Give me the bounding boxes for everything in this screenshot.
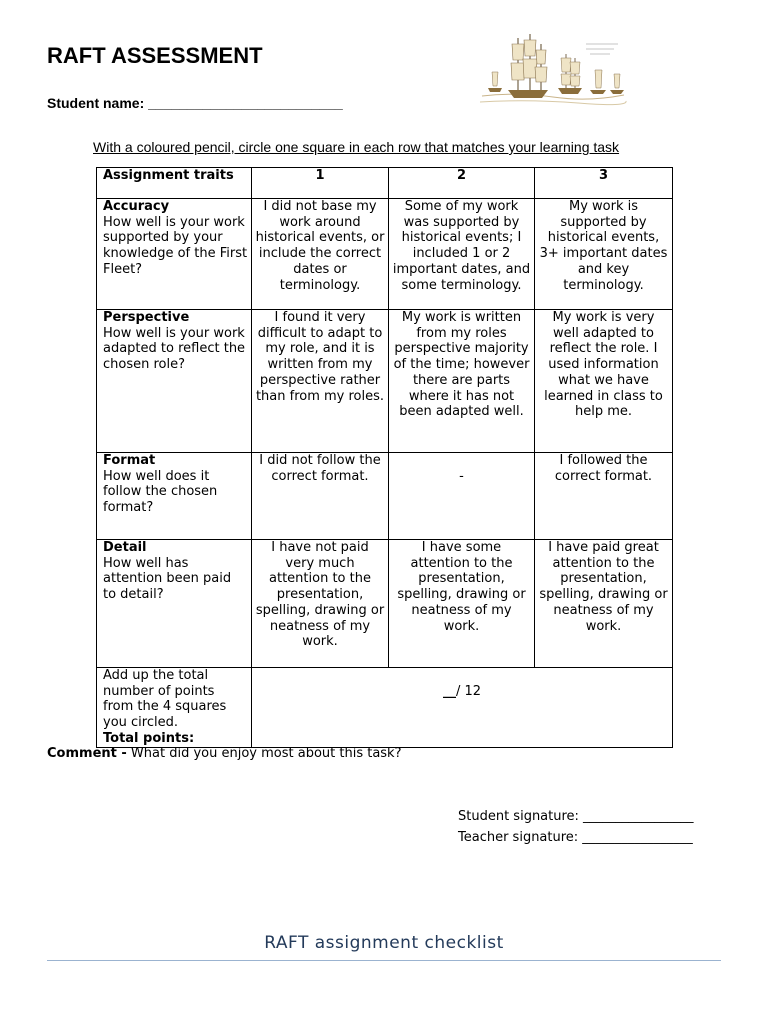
trait-name: Perspective xyxy=(103,310,190,325)
teacher-signature: Teacher signature: _________________ xyxy=(458,830,693,845)
trait-cell xyxy=(97,540,252,668)
level-1-cell[interactable]: I found it very difficult to adapt to my role, and it is written from my perspective rather than from my roles. xyxy=(252,310,389,453)
trait-question: How well is your work supported by your knowledge of the First Fleet? xyxy=(103,214,248,277)
table-header-row xyxy=(97,168,673,199)
level-2-cell[interactable]: I have some attention to the presentation, spelling, drawing or neatness of my work. xyxy=(389,540,535,668)
trait-name: Format xyxy=(103,453,156,468)
trait-name: Detail xyxy=(103,540,147,555)
total-score-max: / 12 xyxy=(455,684,482,699)
total-row xyxy=(97,668,673,748)
footer-title: RAFT assignment checklist xyxy=(264,933,504,953)
rubric-table xyxy=(96,167,673,748)
instruction-text: With a coloured pencil, circle one square in each row that matches your learning task xyxy=(93,139,620,155)
header-level-3: 3 xyxy=(535,168,673,199)
total-label: Total points: xyxy=(103,730,195,746)
table-row xyxy=(97,310,673,453)
table-row xyxy=(97,453,673,540)
trait-question: How well has attention been paid to detail? xyxy=(103,555,232,603)
trait-cell xyxy=(97,453,252,540)
student-signature: Student signature: _________________ xyxy=(458,809,694,824)
table-row xyxy=(97,199,673,310)
trait-cell xyxy=(97,310,252,453)
header-traits: Assignment traits xyxy=(97,168,252,199)
trait-name: Accuracy xyxy=(103,199,170,214)
level-2-cell[interactable]: Some of my work was supported by historical events; I included 1 or 2 important dates, and some terminology. xyxy=(389,199,535,310)
level-1-cell[interactable]: I have not paid very much attention to the presentation, spelling, drawing or neatness of my work. xyxy=(252,540,389,668)
level-2-cell[interactable]: My work is written from my roles perspective majority of the time; however there are parts where it has not been adapted well. xyxy=(389,310,535,453)
trait-question: How well does it follow the chosen format? xyxy=(103,468,218,516)
total-instruction-cell xyxy=(97,668,252,748)
trait-question: How well is your work adapted to reflect the chosen role? xyxy=(103,325,246,373)
table-row xyxy=(97,540,673,668)
total-instruction: Add up the total number of points from the 4 squares you circled. xyxy=(103,668,227,731)
level-3-cell[interactable]: My work is very well adapted to reflect the role. I used information what we have learned in class to help me. xyxy=(535,310,673,453)
comment-line xyxy=(47,746,401,761)
header-level-2: 2 xyxy=(389,168,535,199)
level-1-cell[interactable]: I did not base my work around historical events, or include the correct dates or terminology. xyxy=(252,199,389,310)
footer-divider xyxy=(47,960,721,961)
trait-cell xyxy=(97,199,252,310)
level-3-cell[interactable]: I followed the correct format. xyxy=(535,453,673,540)
comment-label: Comment - xyxy=(47,746,127,761)
ships-illustration xyxy=(478,30,628,112)
level-3-cell[interactable]: I have paid great attention to the presentation, spelling, drawing or neatness of my work. xyxy=(535,540,673,668)
level-3-cell[interactable]: My work is supported by historical events, 3+ important dates and key terminology. xyxy=(535,199,673,310)
total-score-blank[interactable]: __ xyxy=(442,684,456,699)
level-2-cell[interactable]: - xyxy=(389,453,535,540)
total-score-cell[interactable] xyxy=(252,668,673,748)
page-title: RAFT ASSESSMENT xyxy=(47,43,263,68)
header-level-1: 1 xyxy=(252,168,389,199)
comment-prompt: What did you enjoy most about this task? xyxy=(130,746,402,761)
level-1-cell[interactable]: I did not follow the correct format. xyxy=(252,453,389,540)
student-name-line: Student name: _________________________ xyxy=(47,95,343,111)
